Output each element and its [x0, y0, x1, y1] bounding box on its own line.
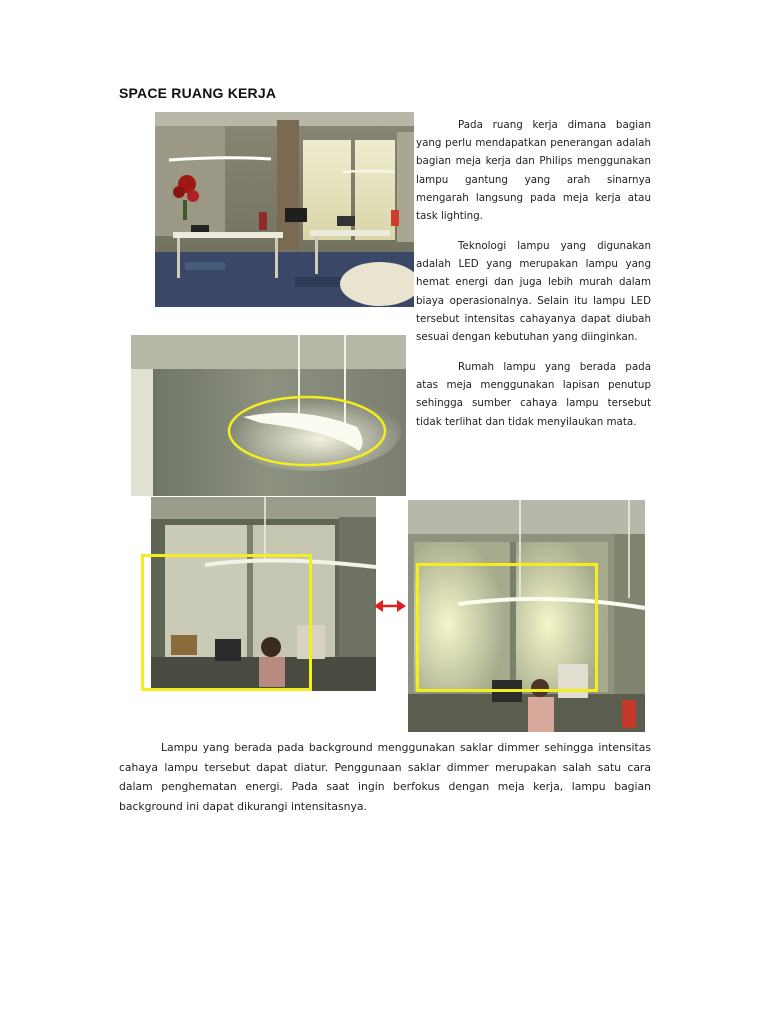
paragraph-lamp-housing: Rumah lampu yang berada pada atas meja menggunakan lapisan penutup sehingga sumber cahaya lampu tersebut tidak terlihat dan tidak menyilaukan mata. — [416, 361, 651, 428]
paragraph-dimmer-switch: Lampu yang berada pada background menggunakan saklar dimmer sehingga intensitas cahaya lampu tersebut dapat diatur. Penggunaan saklar dimmer merupakan salah satu cara dalam penghematan energi. Pada saat ingin berfokus dengan meja kerja, lampu bagian background ini dapat dikurangi intensitasnya. — [119, 741, 651, 813]
highlight-box-bright — [416, 563, 598, 692]
double-arrow-icon — [372, 596, 408, 616]
highlight-box-dimmed — [141, 554, 312, 691]
paragraph-led-technology: Teknologi lampu yang digunakan adalah LED yang merupakan lampu yang hemat energi dan juga lebih murah dalam biaya operasionalnya. Selain itu lampu LED tersebut intensitas cahayanya dapat diubah sesuai dengan kebutuhan yang diinginkan. — [416, 240, 651, 344]
paragraph-task-lighting: Pada ruang kerja dimana bagian yang perlu mendapatkan penerangan adalah bagian meja kerja dan Philips menggunakan lampu gantung yang arah sinarnya mengarah langsung pada meja kerja atau task lighting. — [416, 119, 651, 223]
page-title: SPACE RUANG KERJA — [119, 85, 277, 101]
lamp-closeup-photo — [131, 335, 406, 496]
office-photo — [155, 112, 414, 307]
